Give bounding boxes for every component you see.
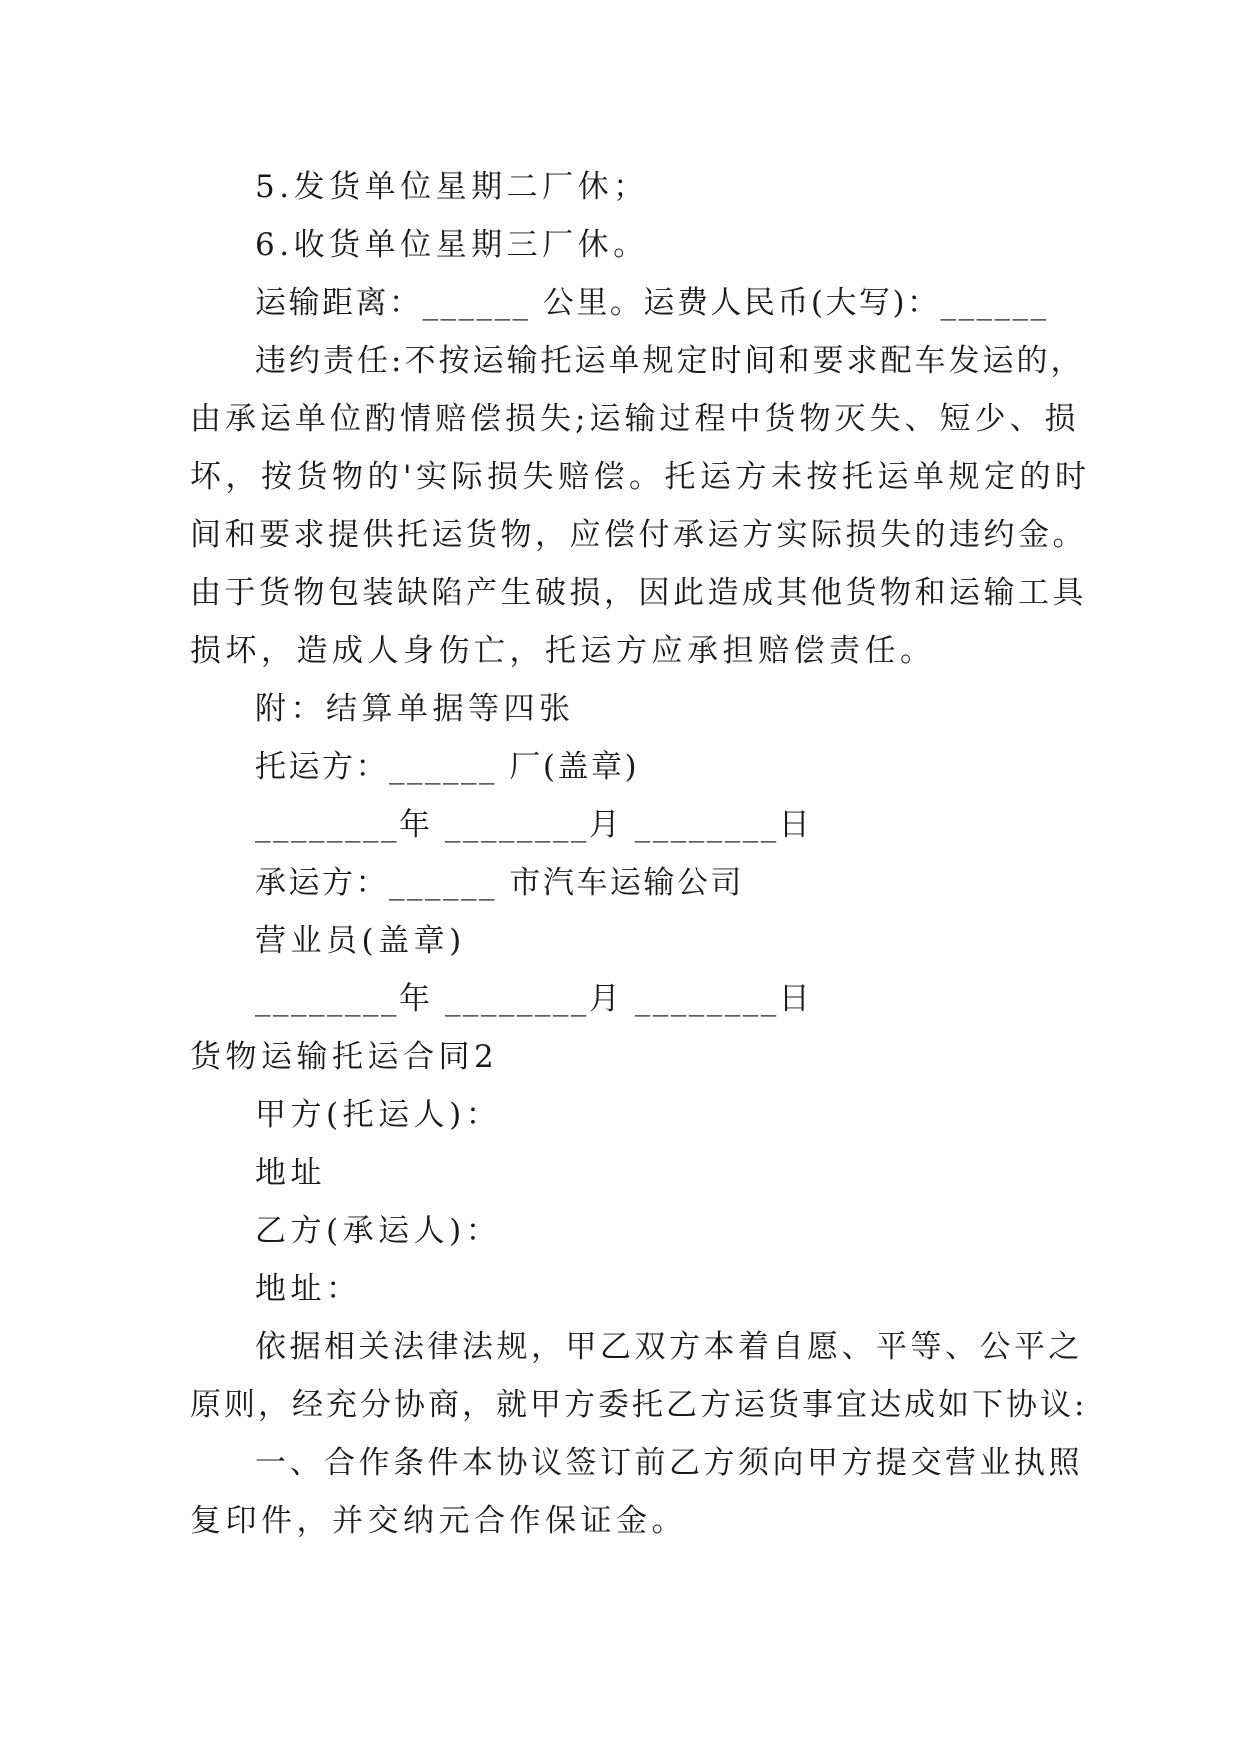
party-b-address-line: 地址： [255,1271,362,1307]
shipper-signature-line: 托运方：______ 厂(盖章) [255,749,640,785]
party-a-address-line: 地址 [255,1155,326,1191]
attachment-line: 附：结算单据等四张 [255,691,575,727]
liability-line-1: 违约责任:不按运输托运单规定时间和要求配车发运的， [255,343,1085,379]
clause-5-line: 5.发货单位星期二厂休； [255,169,649,205]
cooperation-line-2: 复印件，并交纳元合作保证金。 [190,1503,687,1539]
party-a-line: 甲方(托运人)： [255,1097,502,1133]
carrier-date-line: ________年 ________月 ________日 [255,981,813,1017]
preamble-line-2: 原则，经充分协商，就甲方委托乙方运货事宜达成如下协议: [190,1387,1088,1423]
liability-line-2: 由承运单位酌情赔偿损失;运输过程中货物灭失、短少、损 [190,401,1080,437]
clerk-seal-line: 营业员(盖章) [255,923,466,959]
preamble-line-1: 依据相关法律法规，甲乙双方本着自愿、平等、公平之 [255,1329,1083,1365]
cooperation-line-1: 一、合作条件本协议签订前乙方须向甲方提交营业执照 [255,1445,1083,1481]
clause-6-line: 6.收货单位星期三厂休。 [255,227,649,263]
contract-2-title: 货物运输托运合同2 [190,1039,499,1075]
liability-line-4: 间和要求提供托运货物，应偿付承运方实际损失的违约金。 [190,517,1087,553]
carrier-signature-line: 承运方：______ 市汽车运输公司 [255,865,744,901]
shipper-date-line: ________年 ________月 ________日 [255,807,813,843]
party-b-line: 乙方(承运人)： [255,1213,502,1249]
liability-line-5: 由于货物包装缺陷产生破损，因此造成其他货物和运输工具 [190,575,1087,611]
distance-fee-line: 运输距离：______ 公里。运费人民币(大写)：______ [255,285,1049,321]
liability-line-6: 损坏，造成人身伤亡，托运方应承担赔偿责任。 [190,633,936,669]
liability-line-3: 坏，按货物的'实际损失赔偿。托运方未按托运单规定的时 [190,459,1091,495]
